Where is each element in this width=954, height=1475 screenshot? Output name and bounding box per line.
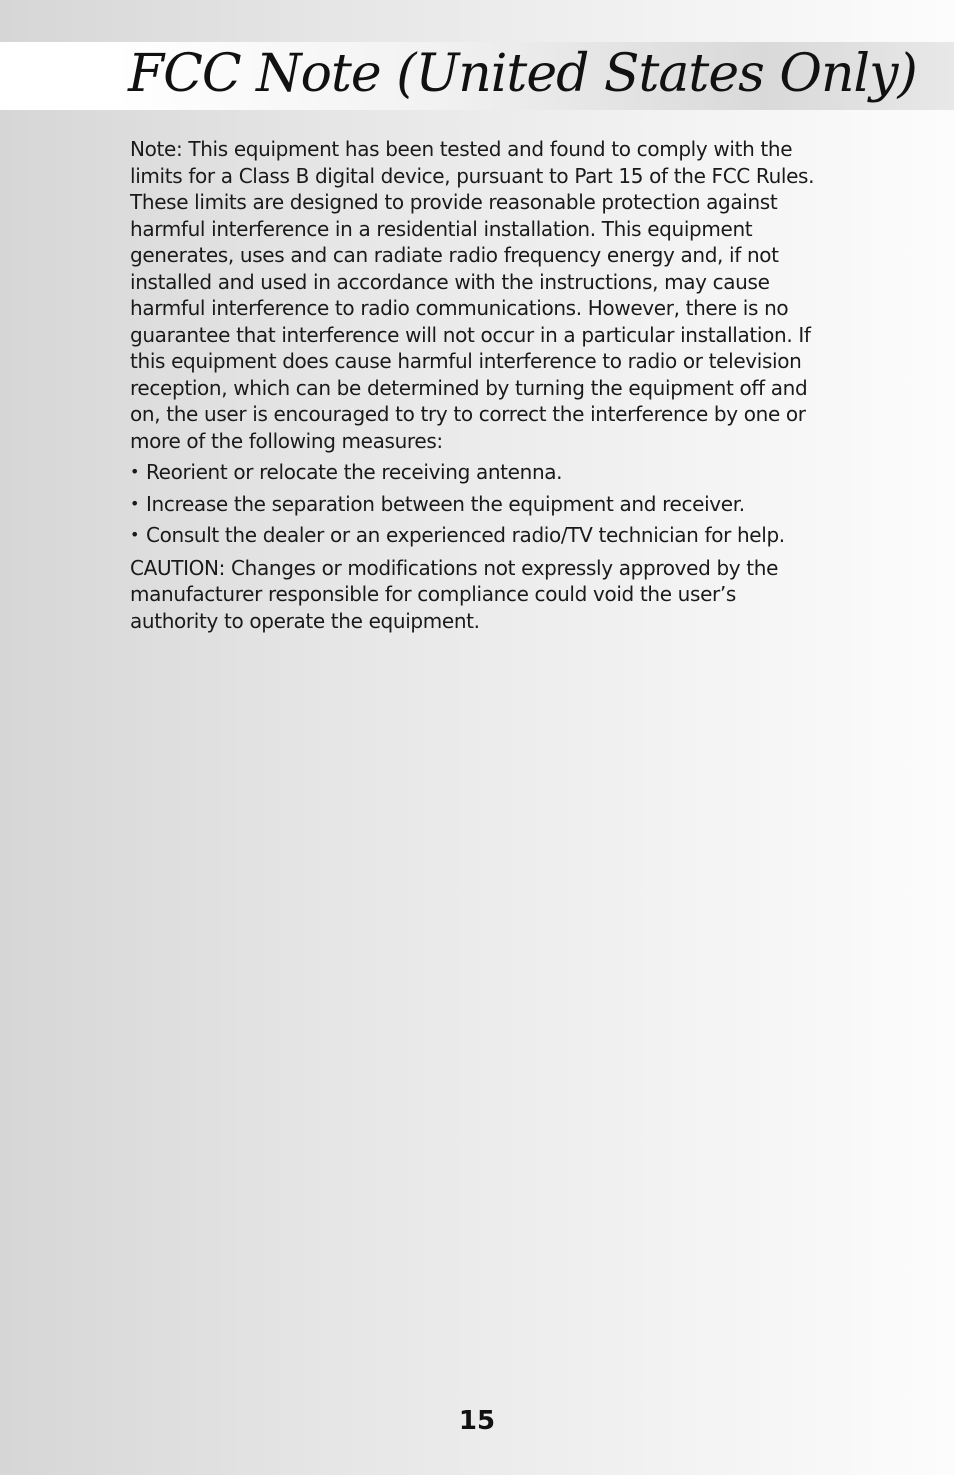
list-item	[130, 459, 820, 486]
page-title: FCC Note (United States Only)	[128, 44, 917, 104]
measures-list	[130, 459, 820, 549]
list-item	[130, 491, 820, 518]
bullet-icon: •	[130, 462, 140, 481]
note-paragraph: Note: This equipment has been tested and found to comply with the limits for a Class B digital device, pursuant to Part 15 of the FCC Rules. These limits are designed to provide reasonable protection against harmful interference in a residential installation. This equipment generates, uses and can radiate radio frequency energy and, if not installed and used in accordance with the instructions, may cause harmful interference to radio communications. However, there is no guarantee that interference will not occur in a particular installation. If this equipment does cause harmful interference to radio or television reception, which can be determined by turning the equipment off and on, the user is encouraged to try to correct the interference by one or more of the following measures:	[130, 137, 815, 453]
measure-text: Reorient or relocate the receiving antenna.	[146, 460, 563, 484]
caution-paragraph: CAUTION: Changes or modifications not expressly approved by the manufacturer responsible for compliance could void the user’s authority to operate the equipment.	[130, 555, 779, 633]
list-item	[130, 522, 820, 549]
body-content	[130, 136, 820, 634]
page-number: 15	[458, 1406, 496, 1436]
measure-text: Consult the dealer or an experienced radio/TV technician for help.	[146, 523, 785, 547]
measure-text: Increase the separation between the equipment and receiver.	[146, 491, 745, 516]
bullet-icon: •	[130, 493, 140, 513]
bullet-icon: •	[130, 525, 140, 544]
